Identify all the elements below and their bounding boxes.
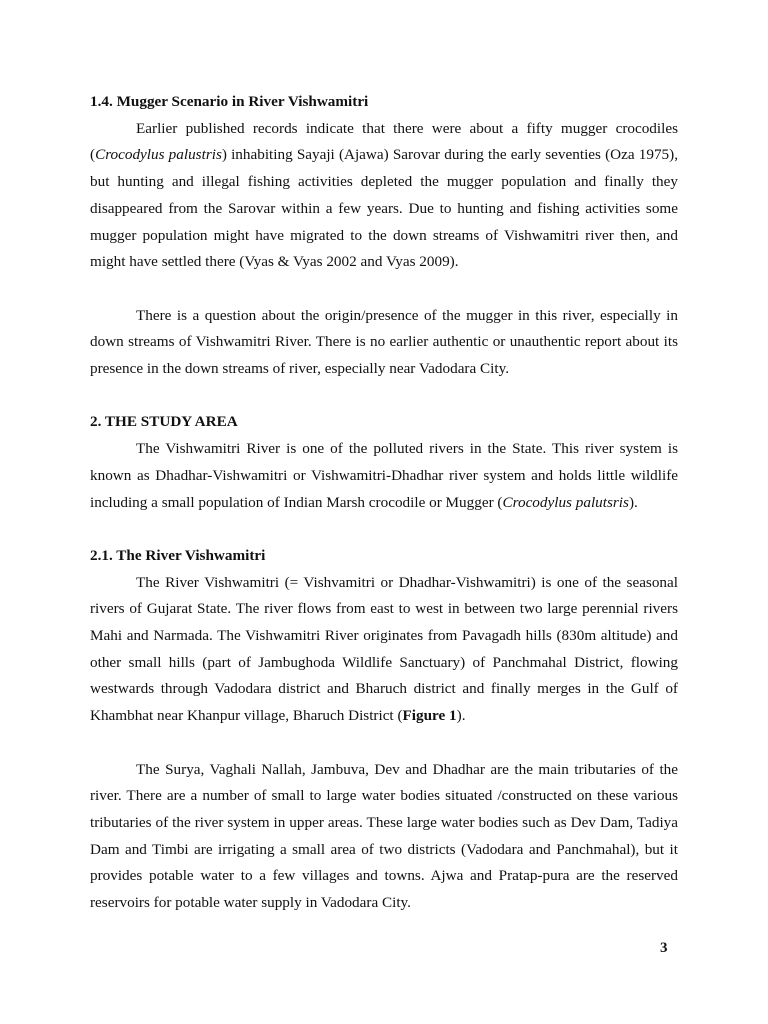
paragraph-gap — [90, 730, 678, 757]
section-heading-study-area: 2. THE STUDY AREA — [90, 413, 238, 431]
paragraph-study-area — [90, 436, 678, 516]
text-run: Earlier published records indicate that there were about a fifty mugger crocodiles ( — [90, 119, 678, 164]
text-run: ). — [456, 707, 466, 725]
species-name: Crocodylus palutsris — [502, 493, 629, 511]
section-heading-mugger-scenario: 1.4. Mugger Scenario in River Vishwamitri — [90, 93, 369, 110]
paragraph-tributaries: The Surya, Vaghali Nallah, Jambuva, Dev and Dhadhar are the main tributaries of the river. There are a number of small to large water bodies situated /constructed on these various tributaries of the river system in upper areas. These large water bodies such as Dev Dam, Tadiya Dam and Timbi are irrigating a small area of two districts (Vadodara and Panchmahal), but it provides potable water to a few villages and towns. Ajwa and Pratap-pura are the reserved reservoirs for potable water supply in Vadodara City. — [90, 760, 678, 912]
text-run: The River Vishwamitri (= Vishvamitri or Dhadhar-Vishwamitri) is one of the seasonal rivers of Gujarat State. The river flows from east to west in between two large perennial rivers Mahi and Narmada. The Vishwamitri River originates from Pavagadh hills (830m altitude) and other small hills (part of Jambughoda Wildlife Sanctuary) of Panchmahal District, flowing westwards through Vadodara district and Bharuch district and finally merges in the Gulf of Khambhat near Khanpur village, Bharuch District ( — [90, 573, 678, 725]
paragraph-mugger-history — [90, 116, 678, 276]
section-heading-river-vishwamitri: 2.1. The River Vishwamitri — [90, 546, 266, 564]
paragraph-river-description — [90, 570, 678, 730]
paragraph-gap — [90, 516, 678, 543]
figure-reference: Figure 1 — [402, 707, 457, 725]
page-content — [90, 89, 678, 917]
paragraph-origin-question: There is a question about the origin/presence of the mugger in this river, especially in down streams of Vishwamitri River. There is no earlier authentic or unauthentic report about its presence in the down streams of river, especially near Vadodara City. — [90, 306, 678, 378]
paragraph-gap — [90, 383, 678, 410]
paragraph-gap — [90, 276, 678, 303]
species-name: Crocodylus palustris — [95, 146, 222, 164]
page-number: 3 — [660, 940, 668, 956]
text-run: ). — [628, 493, 638, 511]
text-run: The Vishwamitri River is one of the polluted rivers in the State. This river system is known as Dhadhar-Vishwamitri or Vishwamitri-Dhadhar river system and holds little wildlife including a small population of Indian Marsh crocodile or Mugger ( — [90, 440, 678, 511]
text-run: ) inhabiting Sayaji (Ajawa) Sarovar during the early seventies (Oza 1975), but hunting and illegal fishing activities depleted the mugger population and finally they disappeared from the Sarovar within a few years. Due to hunting and fishing activities some mugger population might have migrated to the down streams of Vishwamitri river then, and might have settled there (Vyas & Vyas 2002 and Vyas 2009). — [90, 146, 678, 271]
